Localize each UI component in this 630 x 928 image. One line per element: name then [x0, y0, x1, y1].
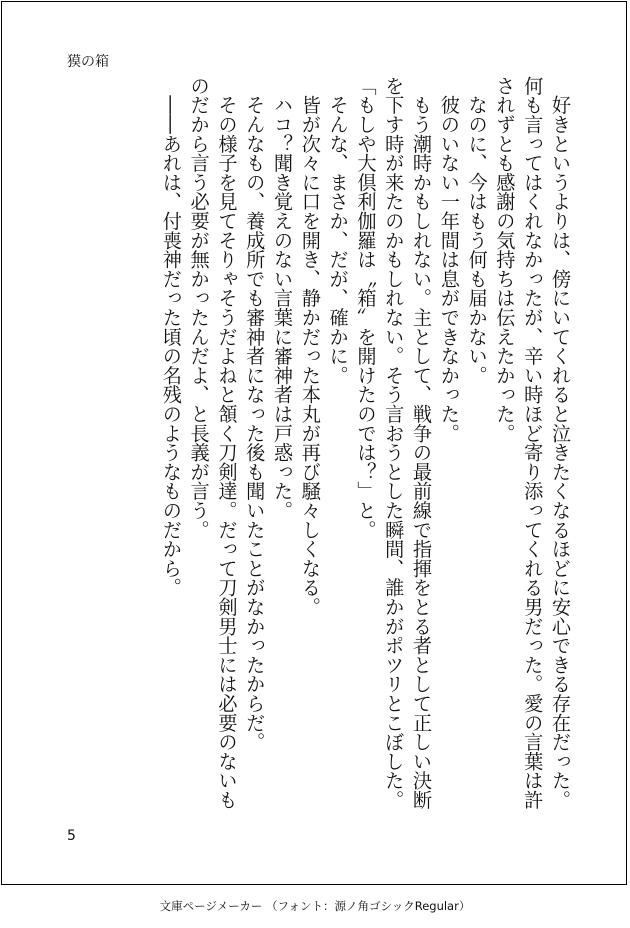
paragraph-8: ハコ？聞き覚えのない言葉に審神者は戸惑った。 — [271, 76, 295, 520]
paragraph-9: そんなもの、養成所でも審神者になった後も聞いたことがなかったからだ。 — [243, 76, 267, 752]
paragraph-1: 好きというよりは、傍にいてくれると泣きたくなるほどに安心できる存在だった。何も言ってはくれなかったが、辛い時ほど寄り添ってくれる男だった。愛の言葉は許されずとも感謝の気持ちは伝えたかった。 — [493, 76, 572, 810]
paragraph-11: ――あれは、付喪神だった頃の名残のようなものだから。 — [159, 76, 183, 598]
paragraph-6: そんな、まさか、だが、確かに。 — [326, 76, 350, 385]
paragraph-7: 皆が次々に口を開き、静かだった本丸が再び騒々しくなる。 — [298, 76, 322, 617]
paragraph-10: その様子を見てそりゃそうだよねと頷く刀剣達。だって刀剣男士には必要のないものだから言う必要が無かったんだよ、と長義が言う。 — [187, 76, 239, 810]
page-frame — [1, 1, 627, 885]
footer-caption: 文庫ページメーカー （フォント：源ノ角ゴシックRegular） — [159, 899, 471, 913]
paragraph-5: 「もしや大倶利伽羅は〝箱〟を開けたのでは？」と。 — [354, 76, 378, 540]
paragraph-2: なのに、今はもう何も届かない。 — [465, 76, 489, 385]
running-title: 獏の箱 — [67, 54, 109, 70]
paragraph-4: もう潮時かもしれない。主として、戦争の最前線で指揮をとる者として正しい決断を下す時が来たのかもしれない。そう言おうとした瞬間、誰かがポツリとこぼした。 — [382, 76, 434, 810]
page-number: 5 — [67, 828, 76, 844]
paragraph-3: 彼のいない一年間は息ができなかった。 — [437, 76, 461, 443]
body-text — [92, 76, 574, 822]
